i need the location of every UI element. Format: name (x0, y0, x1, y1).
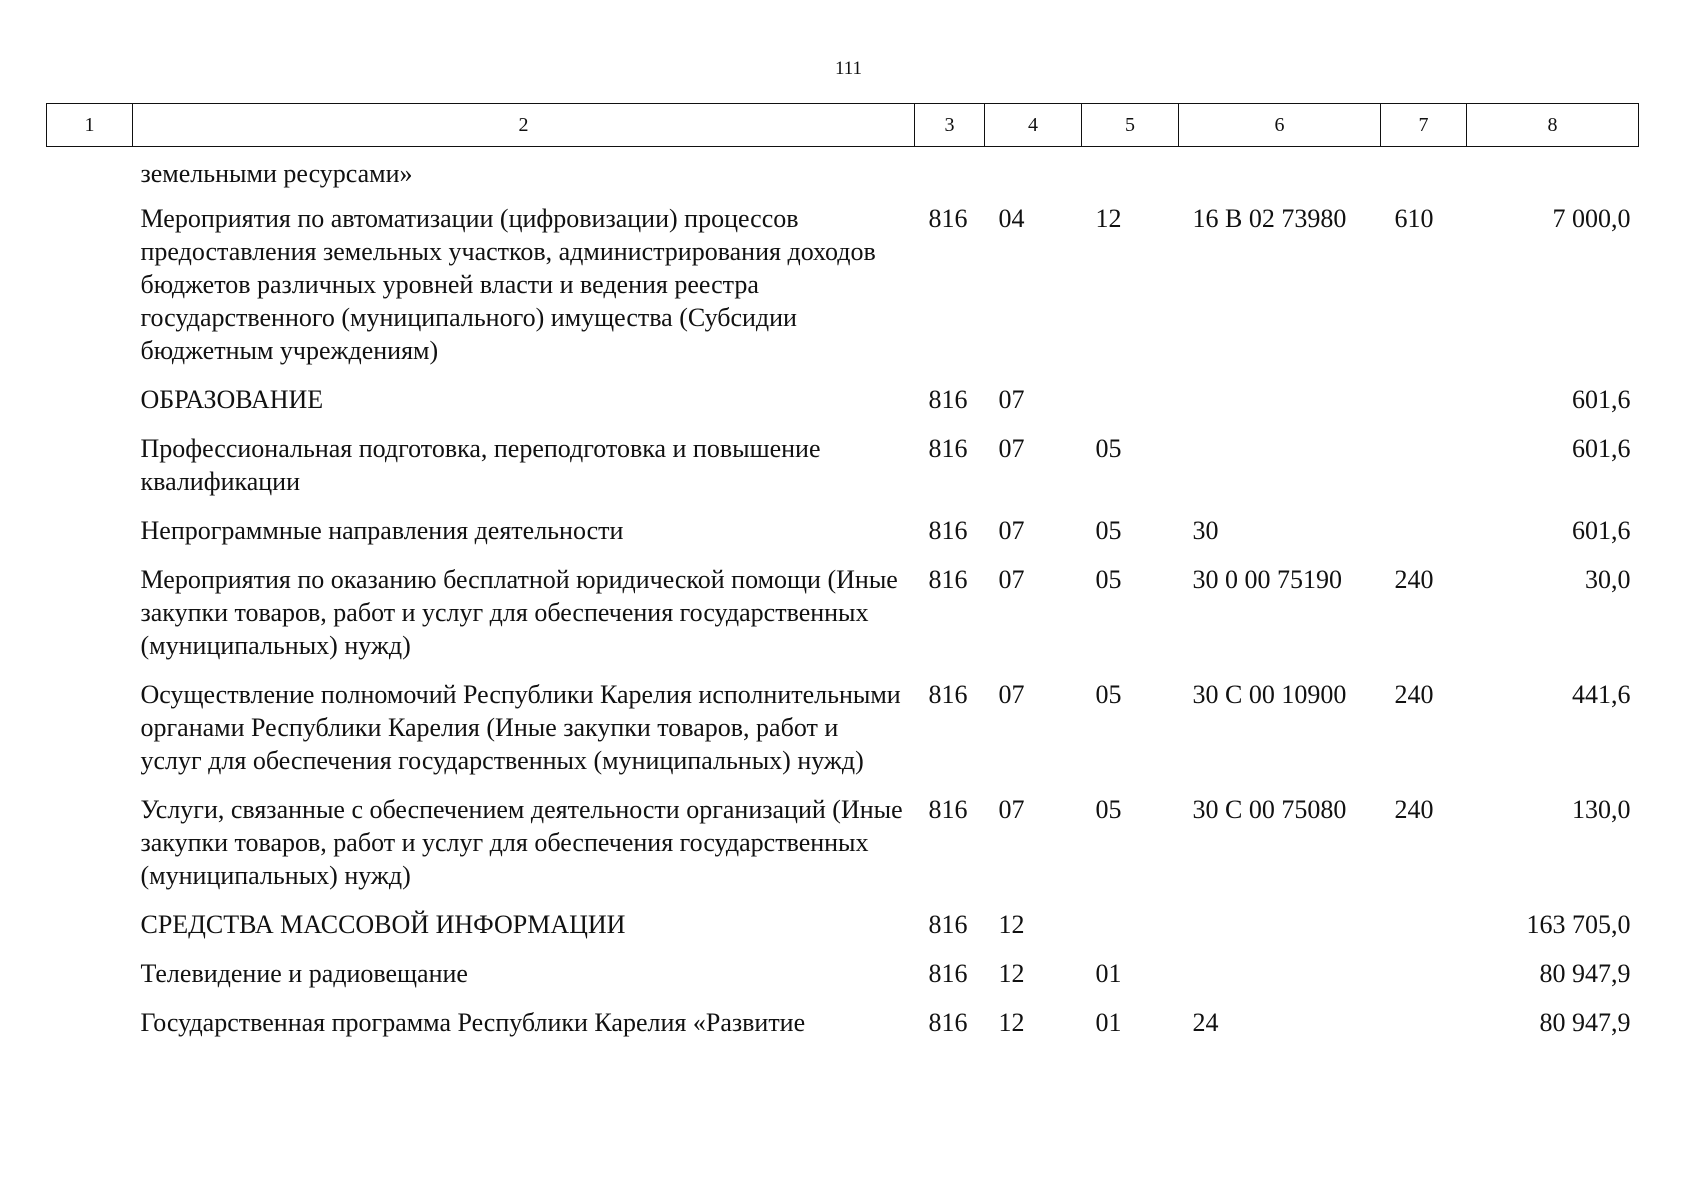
column-header-1: 1 (47, 104, 133, 147)
table-row (47, 432, 1639, 514)
row-col-3: 816 (928, 204, 968, 233)
column-header-8: 8 (1467, 104, 1639, 147)
row-col-6 (1179, 432, 1381, 514)
row-col-3: 816 (928, 1008, 968, 1037)
row-col-6 (1179, 383, 1381, 432)
row-col-7: 610 (1394, 204, 1434, 233)
row-col-1 (47, 563, 133, 678)
row-col-5: 05 (1095, 680, 1122, 709)
row-name: СРЕДСТВА МАССОВОЙ ИНФОРМАЦИИ (140, 910, 626, 939)
row-col-1 (47, 908, 133, 957)
row-name: Непрограммные направления деятельности (140, 516, 624, 545)
table-row (47, 514, 1639, 563)
row-col-5: 05 (1095, 565, 1122, 594)
row-name: Услуги, связанные с обеспечением деятельности организаций (Иные закупки товаров, работ и услуг для обеспечения государственных (муниципальных) нужд) (140, 795, 903, 890)
row-col-1 (47, 147, 133, 203)
table-row (47, 563, 1639, 678)
table-row (47, 957, 1639, 1006)
row-col-4: 04 (998, 204, 1025, 233)
row-name: Осуществление полномочий Республики Карелия исполнительными органами Республики Карелия (Иные закупки товаров, работ и услуг для обеспечения государственных (муниципальных) нужд) (140, 680, 901, 775)
row-col-3: 816 (928, 680, 968, 709)
column-header-2: 2 (133, 104, 915, 147)
row-col-5: 12 (1095, 204, 1122, 233)
row-col-6: 30 0 00 75190 (1192, 565, 1342, 594)
row-col-6 (1179, 957, 1381, 1006)
row-col-3: 816 (928, 434, 968, 463)
row-col-4 (985, 147, 1082, 203)
table-row (47, 202, 1639, 383)
row-col-4: 07 (998, 385, 1025, 414)
row-col-6: 30 С 00 75080 (1192, 795, 1347, 824)
row-col-3: 816 (928, 385, 968, 414)
row-col-7: 240 (1394, 795, 1434, 824)
table-row (47, 793, 1639, 908)
column-header-7: 7 (1381, 104, 1467, 147)
table-row (47, 1006, 1639, 1055)
row-name: ОБРАЗОВАНИЕ (140, 385, 324, 414)
row-col-1 (47, 383, 133, 432)
row-col-7 (1381, 908, 1467, 957)
row-amount: 30,0 (1585, 565, 1631, 594)
row-col-4: 07 (998, 565, 1025, 594)
row-col-4: 07 (998, 795, 1025, 824)
row-name: Мероприятия по автоматизации (цифровизации) процессов предоставления земельных участков, администрирования доходов бюджетов различных уровней власти и ведения реестра государственного (муниципального) имущества (Субсидии бюджетным учреждениям) (140, 204, 876, 365)
column-header-5: 5 (1082, 104, 1179, 147)
row-col-1 (47, 432, 133, 514)
row-col-6 (1179, 908, 1381, 957)
row-col-5: 05 (1095, 434, 1122, 463)
row-col-7 (1381, 514, 1467, 563)
row-col-3: 816 (928, 910, 968, 939)
row-amount: 80 947,9 (1539, 959, 1631, 988)
row-col-6: 30 (1192, 516, 1219, 545)
row-name: Телевидение и радиовещание (140, 959, 468, 988)
row-col-5: 05 (1095, 795, 1122, 824)
column-header-3: 3 (915, 104, 985, 147)
row-col-7 (1381, 1006, 1467, 1055)
row-col-3: 816 (928, 516, 968, 545)
row-amount: 7 000,0 (1552, 204, 1631, 233)
row-col-5: 01 (1095, 1008, 1122, 1037)
row-col-3: 816 (928, 795, 968, 824)
table-header-row (47, 104, 1639, 147)
table-row (47, 147, 1639, 203)
row-col-7: 240 (1394, 680, 1434, 709)
table-row (47, 908, 1639, 957)
page-number: 111 (834, 58, 863, 79)
row-amount: 441,6 (1572, 680, 1631, 709)
row-amount: 601,6 (1572, 385, 1631, 414)
table-row (47, 383, 1639, 432)
budget-table (46, 103, 1639, 1055)
row-col-7 (1381, 432, 1467, 514)
row-col-4: 07 (998, 434, 1025, 463)
row-col-7 (1381, 147, 1467, 203)
row-name: земельными ресурсами» (140, 159, 413, 188)
row-col-5: 05 (1095, 516, 1122, 545)
row-col-6: 30 С 00 10900 (1192, 680, 1347, 709)
table-row (47, 678, 1639, 793)
row-col-4: 07 (998, 516, 1025, 545)
row-amount: 130,0 (1572, 795, 1631, 824)
row-col-7 (1381, 383, 1467, 432)
row-col-1 (47, 514, 133, 563)
row-col-4: 07 (998, 680, 1025, 709)
row-col-3: 816 (928, 959, 968, 988)
row-name: Профессиональная подготовка, переподготовка и повышение квалификации (140, 434, 821, 496)
row-col-1 (47, 202, 133, 383)
row-col-4: 12 (998, 1008, 1025, 1037)
row-col-5 (1082, 383, 1179, 432)
row-col-7: 240 (1394, 565, 1434, 594)
row-col-1 (47, 1006, 133, 1055)
column-header-4: 4 (985, 104, 1082, 147)
row-col-1 (47, 957, 133, 1006)
row-col-4: 12 (998, 959, 1025, 988)
row-col-6: 24 (1192, 1008, 1219, 1037)
row-col-4: 12 (998, 910, 1025, 939)
row-col-5 (1082, 908, 1179, 957)
row-col-7 (1381, 957, 1467, 1006)
row-col-6 (1179, 147, 1381, 203)
row-col-3: 816 (928, 565, 968, 594)
row-col-5: 01 (1095, 959, 1122, 988)
row-amount: 601,6 (1572, 516, 1631, 545)
row-col-6: 16 В 02 73980 (1192, 204, 1347, 233)
row-amount: 601,6 (1572, 434, 1631, 463)
row-col-1 (47, 793, 133, 908)
row-amount: 80 947,9 (1539, 1008, 1631, 1037)
row-amount: 163 705,0 (1526, 910, 1631, 939)
row-name: Мероприятия по оказанию бесплатной юридической помощи (Иные закупки товаров, работ и услуг для обеспечения государственных (муниципальных) нужд) (140, 565, 898, 660)
row-col-3 (915, 147, 985, 203)
row-amount (1467, 147, 1639, 203)
row-col-1 (47, 678, 133, 793)
row-col-5 (1082, 147, 1179, 203)
row-name: Государственная программа Республики Карелия «Развитие (140, 1008, 806, 1037)
column-header-6: 6 (1179, 104, 1381, 147)
